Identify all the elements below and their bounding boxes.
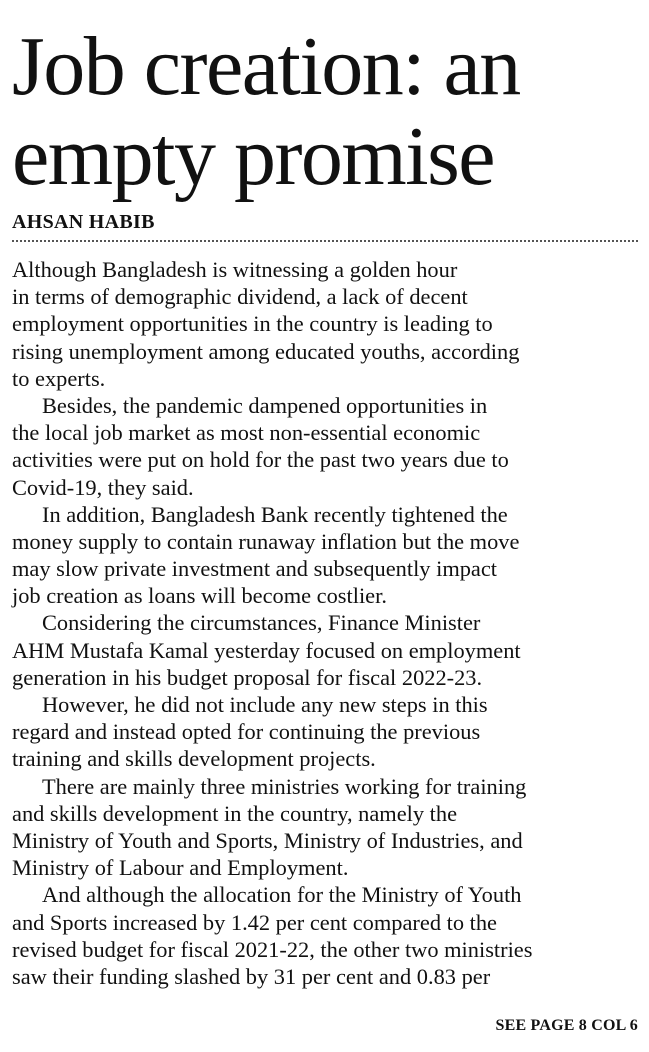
headline	[12, 0, 640, 202]
text-line: to experts.	[12, 365, 106, 391]
text-line: may slow private investment and subsequently impact	[12, 556, 498, 582]
text-line: money supply to contain runaway inflation but the move	[12, 528, 520, 554]
text-line: and Sports increased by 1.42 per cent compared to the	[12, 909, 497, 935]
text-line: AHM Mustafa Kamal yesterday focused on employment	[12, 637, 521, 663]
text-line: rising unemployment among educated youths, according	[12, 338, 520, 364]
text-line: There are mainly three ministries working for training	[42, 773, 527, 799]
paragraph	[12, 256, 640, 392]
paragraph	[12, 609, 640, 691]
text-line: And although the allocation for the Ministry of Youth	[42, 882, 522, 908]
byline: AHSAN HABIB	[12, 211, 155, 233]
text-line: Covid-19, they said.	[12, 474, 194, 500]
paragraph	[12, 773, 640, 882]
text-line: generation in his budget proposal for fiscal 2022-23.	[12, 664, 483, 690]
text-line: in terms of demographic dividend, a lack of decent	[12, 284, 468, 310]
text-line: employment opportunities in the country is leading to	[12, 311, 493, 337]
paragraph	[12, 392, 640, 501]
text-line: In addition, Bangladesh Bank recently tightened the	[42, 501, 508, 527]
continued-jump-line: SEE PAGE 8 COL 6	[495, 1017, 638, 1034]
text-line: However, he did not include any new steps in this	[42, 692, 488, 717]
text-line: activities were put on hold for the past two years due to	[12, 447, 509, 473]
headline-line: Job creation: an	[12, 20, 520, 113]
text-line: Besides, the pandemic dampened opportunities in	[42, 392, 488, 418]
paragraph	[12, 501, 640, 610]
article-body	[12, 256, 640, 990]
headline-line: empty promise	[12, 110, 495, 203]
text-line: saw their funding slashed by 31 per cent and 0.83 per	[12, 963, 491, 989]
text-line: the local job market as most non-essential economic	[12, 420, 481, 446]
text-line: Although Bangladesh is witnessing a golden hour	[12, 257, 458, 282]
text-line: Ministry of Labour and Employment.	[12, 855, 349, 881]
text-line: job creation as loans will become costlier.	[12, 583, 387, 609]
text-line: revised budget for fiscal 2021-22, the other two ministries	[12, 936, 533, 962]
text-line: and skills development in the country, namely the	[12, 800, 458, 826]
paragraph	[12, 881, 640, 990]
text-line: Considering the circumstances, Finance Minister	[42, 610, 481, 636]
paragraph	[12, 691, 640, 773]
text-line: training and skills development projects.	[12, 746, 376, 772]
text-line: regard and instead opted for continuing the previous	[12, 719, 481, 745]
dotted-divider	[12, 240, 638, 242]
text-line: Ministry of Youth and Sports, Ministry of Industries, and	[12, 827, 523, 853]
news-article	[12, 0, 640, 1052]
